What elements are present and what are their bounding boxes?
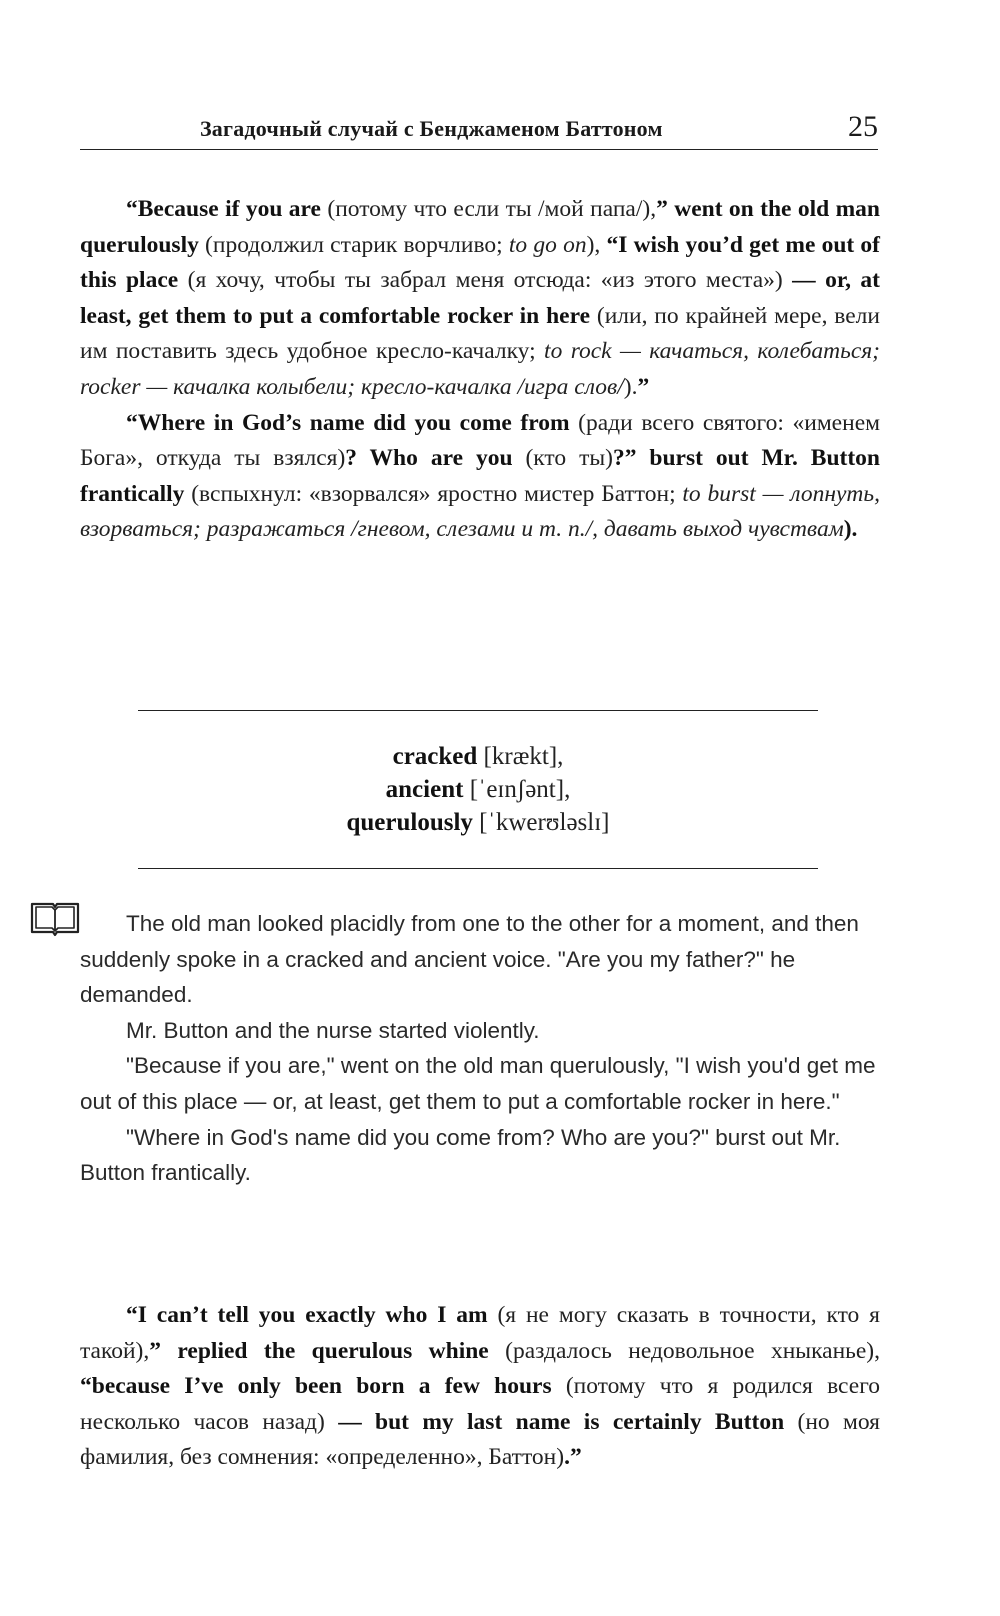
russian-gloss: (потому что я родился всего несколько часов назад) [80, 1373, 880, 1435]
vocab-word: cracked [392, 743, 478, 770]
vocab-transcription: [krækt], [477, 743, 564, 770]
vocab-divider-top [138, 710, 818, 711]
russian-gloss: (вспыхнул: «взорвался» яростно мистер Баттон; [184, 480, 683, 507]
russian-gloss: (я не могу сказать в точности, кто я такой), [80, 1302, 880, 1364]
vocab-transcription: [ˈeɪnʃənt], [463, 776, 571, 803]
vocab-note: to go on [508, 231, 587, 258]
vocab-note: to rock — качаться, колебаться; rocker — качалка колыбели; кресло-качалка /игра слов/ [80, 338, 880, 400]
english-phrase: ” went on the old man querulously [80, 196, 880, 258]
vocab-entry [138, 773, 818, 806]
vocabulary-box [138, 740, 818, 839]
english-phrase: ” [637, 373, 650, 400]
running-header [80, 104, 878, 150]
english-phrase: “Where in God’s name did you come from [126, 409, 570, 436]
vocab-word: querulously [346, 809, 473, 836]
english-phrase: — or, at least, get them to put a comfortable rocker in here [80, 267, 880, 329]
vocab-entry [138, 740, 818, 773]
paragraph-1 [80, 192, 880, 406]
paragraph-2 [80, 406, 880, 548]
paragraph-3 [80, 1298, 880, 1476]
russian-gloss: (я хочу, чтобы ты забрал меня отсюда: «из этого места») [178, 267, 793, 294]
open-book-icon [30, 901, 80, 937]
english-phrase: ” replied the querulous whine [149, 1337, 489, 1364]
original-english-text [80, 906, 880, 1191]
russian-gloss: (раздалось недовольное хныканье), [488, 1337, 881, 1364]
russian-gloss: (кто ты) [512, 445, 613, 472]
header-title: Загадочный случай с Бенджаменом Баттоном [200, 116, 663, 141]
original-paragraph-3: "Because if you are," went on the old man querulously, "I wish you'd get me out of this place — or, at least, get them to put a comfortable rocker in here." [80, 1053, 876, 1114]
punctuation: ), [586, 231, 607, 258]
vocab-transcription: [ˈkwerʊləslɪ] [472, 809, 610, 836]
english-phrase: “I can’t tell you exactly who I am [126, 1302, 488, 1328]
original-paragraph-2: Mr. Button and the nurse started violently. [126, 1017, 540, 1043]
vocab-note: to burst — лопнуть, взорваться; разражаться /гневом, слезами и т. п./, давать выход чувствам [80, 480, 880, 543]
russian-gloss: (или, по крайней мере, вели им поставить здесь удобное кресло-качалку; [80, 302, 880, 365]
bilingual-text-block-2 [80, 1298, 880, 1476]
punctuation: ). [843, 516, 858, 543]
english-phrase: ?” burst out Mr. Button frantically [80, 445, 880, 507]
english-phrase: “Because if you are [126, 196, 321, 222]
english-phrase: .” [564, 1444, 582, 1471]
bilingual-text-block-1 [80, 192, 880, 548]
russian-gloss: (ради всего святого: «именем Бога», откуда ты взялся) [80, 409, 880, 472]
punctuation: ). [623, 373, 638, 400]
english-phrase: “because I’ve only been born a few hours [80, 1373, 552, 1400]
english-phrase: ? Who are you [345, 445, 513, 472]
vocab-divider-bottom [138, 868, 818, 869]
russian-gloss: (но моя фамилия, без сомнения: «определенно», Баттон) [80, 1408, 880, 1471]
original-paragraph-4: "Where in God's name did you come from? Who are you?" burst out Mr. Button frantically. [80, 1124, 841, 1186]
english-phrase: — but my last name is certainly Button [338, 1408, 785, 1435]
russian-gloss: (потому что если ты /мой папа/), [320, 196, 657, 222]
page-number: 25 [848, 110, 878, 143]
vocab-word: ancient [385, 776, 464, 803]
original-paragraph-1: The old man looked placidly from one to the other for a moment, and then suddenly spoke in a cracked and ancient voice. "Are you my father?" he demanded. [80, 911, 859, 1008]
english-phrase: “I wish you’d get me out of this place [80, 231, 880, 294]
vocab-entry [138, 806, 818, 839]
russian-gloss: (продолжил старик ворчливо; [198, 231, 509, 258]
